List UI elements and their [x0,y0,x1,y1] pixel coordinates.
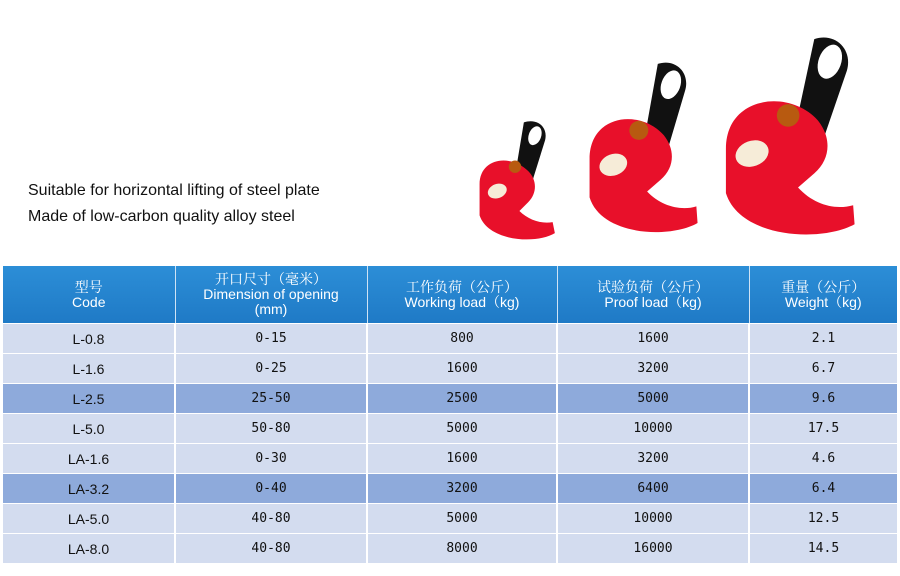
cell-code: L-1.6 [3,354,175,384]
cell-code: LA-8.0 [3,534,175,564]
table-row [3,354,897,384]
product-description [28,178,320,230]
cell-proof: 5000 [557,384,749,414]
large-plate-clamp-image [715,32,857,237]
cell-opening: 40-80 [175,534,367,564]
table-body [3,324,897,564]
cell-proof: 6400 [557,474,749,504]
cell-working: 2500 [367,384,557,414]
cell-proof: 3200 [557,444,749,474]
small-plate-clamp-image [470,118,560,242]
table-row [3,534,897,564]
cell-proof: 10000 [557,414,749,444]
cell-weight: 6.4 [749,474,897,504]
cell-opening: 0-25 [175,354,367,384]
cell-proof: 16000 [557,534,749,564]
cell-weight: 2.1 [749,324,897,354]
header-proof-load: 试验负荷（公斤） Proof load（kg) [557,266,749,324]
cell-opening: 0-40 [175,474,367,504]
cell-working: 1600 [367,444,557,474]
cell-code: L-5.0 [3,414,175,444]
cell-proof: 1600 [557,324,749,354]
table-row [3,474,897,504]
cell-weight: 6.7 [749,354,897,384]
cell-weight: 4.6 [749,444,897,474]
cell-weight: 14.5 [749,534,897,564]
cell-working: 5000 [367,414,557,444]
cell-opening: 0-15 [175,324,367,354]
cell-code: L-2.5 [3,384,175,414]
cell-code: LA-1.6 [3,444,175,474]
header-opening: 开口尺寸（毫米） Dimension of opening (mm) [175,266,367,324]
specification-table [3,266,897,563]
cell-proof: 3200 [557,354,749,384]
cell-opening: 50-80 [175,414,367,444]
cell-opening: 0-30 [175,444,367,474]
table-row [3,384,897,414]
description-line-1: Suitable for horizontal lifting of steel plate [28,182,320,199]
cell-working: 5000 [367,504,557,534]
table-header-row [3,266,897,324]
cell-working: 3200 [367,474,557,504]
cell-code: LA-3.2 [3,474,175,504]
table-row [3,444,897,474]
cell-proof: 10000 [557,504,749,534]
table-row [3,324,897,354]
cell-working: 800 [367,324,557,354]
medium-plate-clamp-image [580,58,700,236]
cell-weight: 9.6 [749,384,897,414]
cell-working: 1600 [367,354,557,384]
cell-weight: 12.5 [749,504,897,534]
header-weight: 重量（公斤） Weight（kg) [749,266,897,324]
table-row [3,504,897,534]
cell-working: 8000 [367,534,557,564]
cell-opening: 40-80 [175,504,367,534]
header-working-load: 工作负荷（公斤） Working load（kg) [367,266,557,324]
cell-weight: 17.5 [749,414,897,444]
cell-code: LA-5.0 [3,504,175,534]
table-row [3,414,897,444]
header-code: 型号 Code [3,266,175,324]
cell-code: L-0.8 [3,324,175,354]
cell-opening: 25-50 [175,384,367,414]
description-line-2: Made of low-carbon quality alloy steel [28,208,295,225]
